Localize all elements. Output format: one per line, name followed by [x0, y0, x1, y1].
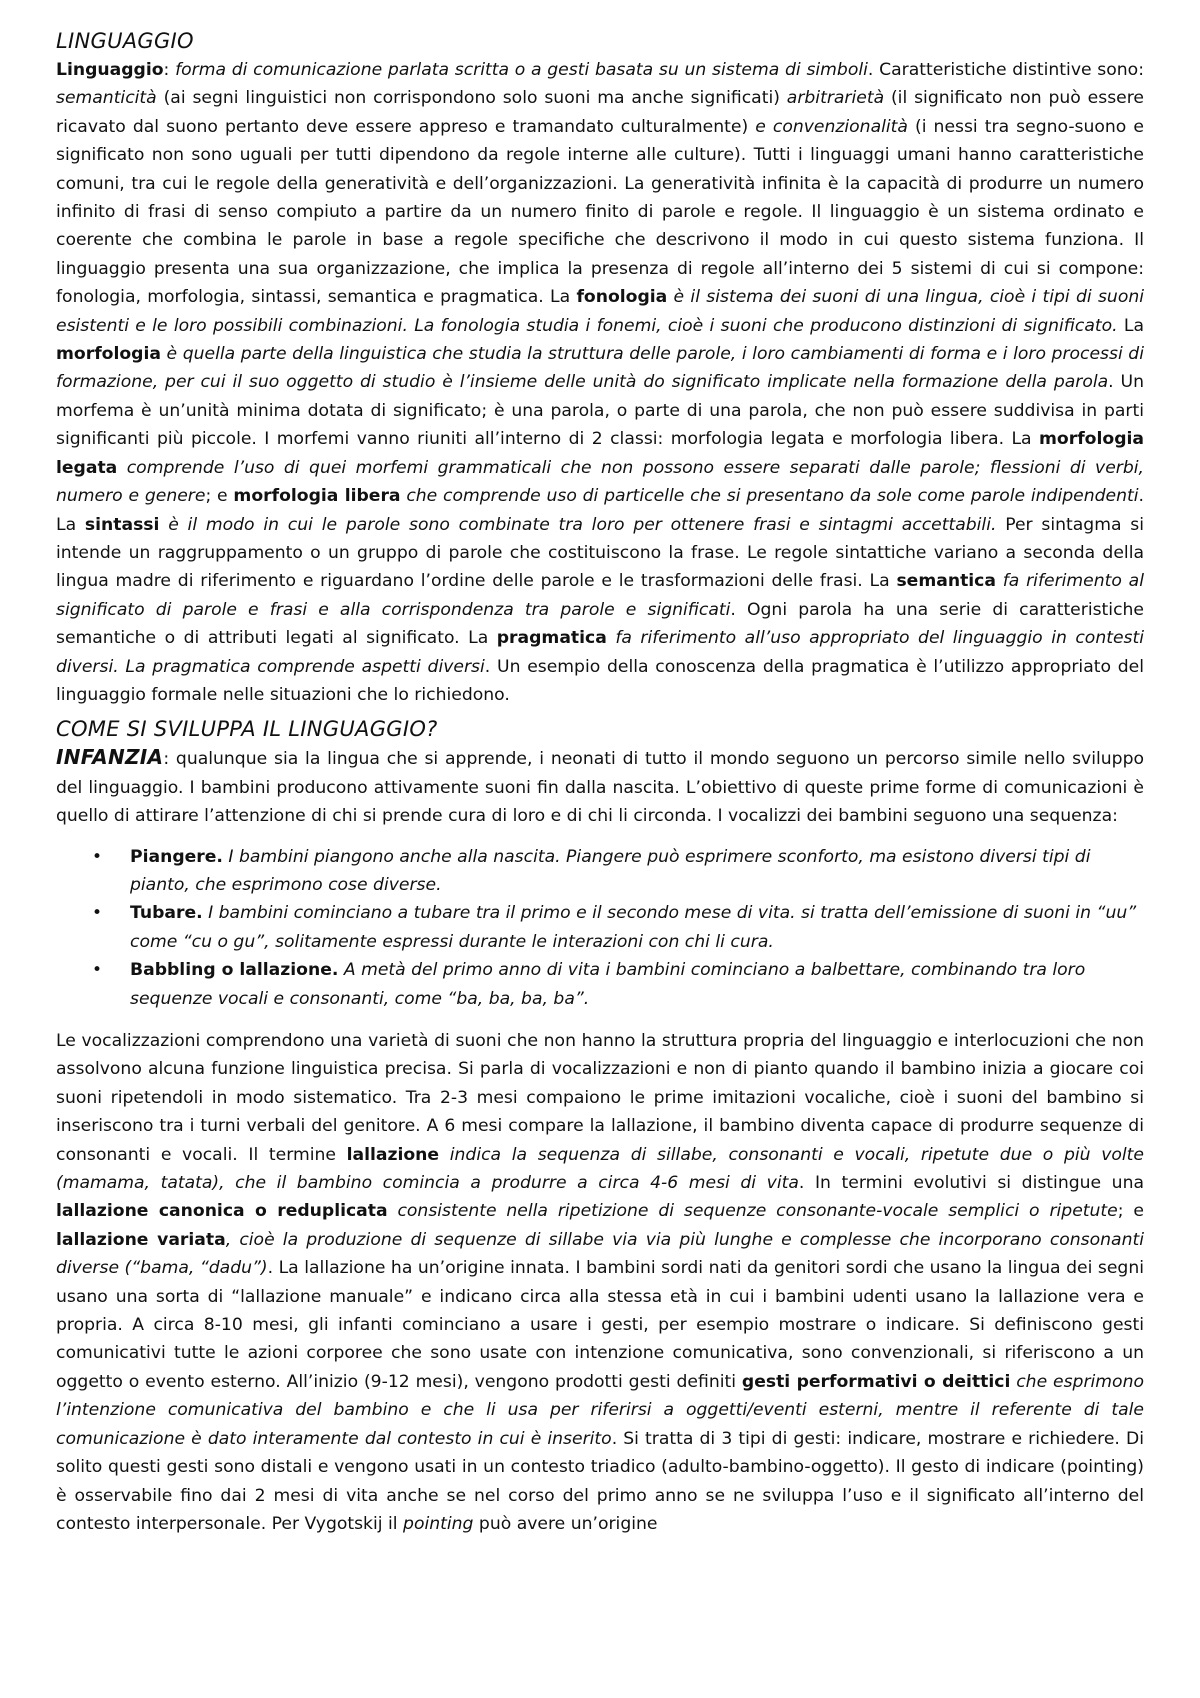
list-item [92, 843, 1144, 900]
text-run: . Caratteristiche distintive sono: [867, 60, 1144, 80]
text-run: (il significato non può essere ricavato dal suono pertanto deve essere appreso e tramandato culturalmente) [56, 88, 1144, 137]
italic-text-run: A metà del primo anno di vita i bambini cominciano a balbettare, combinando tra loro sequenze vocali e consonanti, come “ba, ba, ba, ba”. [130, 960, 1086, 1009]
italic-text-run: fa riferimento al significato di parole e frasi e alla corrispondenza tra parole e significati [56, 571, 1144, 620]
text-run: Per sintagma si intende un raggruppamento o un gruppo di parole che costituiscono la frase. Le regole sintattiche variano a seconda della lingua madre di riferimento e riguardano l’ordine delle parole e le trasformazioni delle frasi. La [56, 514, 1144, 592]
italic-text-run: fa riferimento all’uso appropriato del linguaggio in contesti diversi. La pragmatica comprende aspetti diversi [56, 628, 1144, 677]
bold-term: Piangere. [130, 846, 223, 867]
bold-term: semantica [896, 571, 996, 592]
italic-text-run: indica la sequenza di sillabe, consonanti e vocali, ripetute due o più volte (mamama, tatata), che il bambino comincia a produrre a circa 4-6 mesi di vita [56, 1144, 1144, 1194]
text-run: : [163, 60, 176, 80]
bold-term: Linguaggio [56, 60, 164, 80]
text-run: . Si tratta di 3 tipi di gesti: indicare, mostrare e richiedere. Di solito questi gesti sono distali e vengono usati in un contesto triadico (adulto-bambino-oggetto). Il gesto di indicare (pointing) è osservabile fino dai 2 mesi di vita anche se nel corso del primo anno se ne sviluppa l’uso e il significato all’interno del contesto interpersonale. Per Vygotskij il [56, 1428, 1144, 1534]
bold-term: Tubare. [130, 903, 203, 924]
italic-text-run: che comprende uso di particelle che si presentano da sole come parole indipendenti [400, 486, 1139, 507]
italic-text-run: consistente nella ripetizione di sequenze consonante-vocale semplici o ripetute [387, 1201, 1118, 1222]
italic-text-run: è quella parte della linguistica che studia la struttura delle parole, i loro cambiamenti di forma e i loro processi di formazione, per cui il suo oggetto di studio è l’insieme delle unità do significato implicate nella formazione della parola [56, 344, 1144, 393]
bullet-icon: • [92, 903, 103, 924]
italic-text-run: arbitrarietà [786, 88, 885, 109]
paragraph-infanzia [56, 743, 1144, 830]
bold-term: morfologia legata [56, 429, 1144, 478]
page-title: LINGUAGGIO [56, 29, 194, 53]
italic-text-run: comprende l’uso di quei morfemi grammaticali che non possono essere separati dalle parole; flessioni di verbi, numero e genere [56, 457, 1144, 507]
italic-text-run: che esprimono l’intenzione comunicativa del bambino e che li usa per riferirsi a oggetti/eventi esterni, mentre il referente di tale comunicazione è dato interamente dal contesto in cui è inserito [56, 1371, 1144, 1449]
text-run: Le vocalizzazioni comprendono una varietà di suoni che non hanno la struttura propria del linguaggio e interlocuzioni che non assolvono alcuna funzione linguistica precisa. Si parla di vocalizzazioni e non di pianto quando il bambino inizia a giocare coi suoni ripetendoli in modo sistematico. Tra 2-3 mesi compaiono le prime imitazioni vocaliche, cioè i suoni del bambino si inseriscono tra i turni verbali del genitore. A 6 mesi compare la lallazione, il bambino diventa capace di produrre sequenze di consonanti e vocali. Il termine [56, 1031, 1144, 1165]
bold-term: morfologia [56, 344, 161, 365]
section-heading-sviluppo: COME SI SVILUPPA IL LINGUAGGIO? [56, 717, 438, 742]
italic-text-run: semanticità [56, 88, 157, 109]
vocalization-bullet-list [56, 843, 1144, 1013]
text-run: La [1117, 315, 1144, 336]
text-run: ; e [1117, 1201, 1144, 1222]
italic-text-run: forma di comunicazione parlata scritta o a gesti basata su un sistema di simboli [175, 60, 868, 80]
paragraph-vocalizzazioni [56, 1027, 1144, 1538]
italic-text-run: I bambini piangono anche alla nascita. Piangere può esprimere sconforto, ma esistono diversi tipi di pianto, che esprimono cose diverse. [130, 846, 1091, 895]
italic-text-run: I bambini cominciano a tubare tra il primo e il secondo mese di vita. si tratta dell’emissione di suoni in “uu” come “cu o gu”, solitamente espressi durante le interazioni con chi li cura. [130, 903, 1137, 952]
bold-term: lallazione canonica o reduplicata [56, 1201, 388, 1222]
text-run: (i nessi tra segno-suono e significato non sono uguali per tutti dipendono da regole interne alle culture). Tutti i linguaggi umani hanno caratteristiche comuni, tra cui le regole della generatività e dell’organizzazioni. La generatività infinita è la capacità di produrre un numero infinito di frasi di senso compiuto a partire da un numero finito di parole e regole. Il linguaggio è un sistema ordinato e coerente che combina le parole in base a regole specifiche che descrivono il modo in cui questo sistema funziona. Il linguaggio presenta una sua organizzazione, che implica la presenza di regole all’interno dei 5 sistemi di cui si compone: fonologia, morfologia, sintassi, semantica e pragmatica. La [56, 116, 1144, 308]
italic-text-run: è il modo in cui le parole sono combinate tra loro per ottenere frasi e sintagmi accettabili. [159, 514, 997, 535]
bold-term: fonologia [576, 287, 668, 308]
text-run: . In termini evolutivi si distingue una [798, 1173, 1145, 1194]
bold-term: pragmatica [496, 628, 607, 649]
text-run: . La [56, 486, 1144, 535]
list-item [92, 956, 1144, 1013]
bold-term: gesti performativi o deittici [741, 1371, 1011, 1392]
italic-text-run: e convenzionalità [755, 116, 908, 137]
text-run: . Un morfema è un’unità minima dotata di significato; è una parola, o parte di una parola, che non può essere suddivisa in parti significanti più piccole. I morfemi vanno riuniti all’interno di 2 classi: morfologia legata e morfologia libera. La [56, 372, 1144, 450]
bold-term: lallazione variata [56, 1229, 226, 1250]
text-run: . Ogni parola ha una serie di caratteristiche semantiche o di attributi legati al significato. La [56, 599, 1144, 649]
bold-term: morfologia libera [233, 486, 401, 507]
italic-text-run: , cioè la produzione di sequenze di sillabe via via più lunghe e complesse che incorporano consonanti diverse (“bama, “dadu”) [56, 1229, 1144, 1279]
text-run: : qualunque sia la lingua che si apprende, i neonati di tutto il mondo seguono un percorso simile nello sviluppo del linguaggio. I bambini producono attivamente suoni fin dalla nascita. L’obiettivo di queste prime forme di comunicazioni è quello di attirare l’attenzione di chi si prende cura di loro e di chi li circonda. I vocalizzi dei bambini seguono una sequenza: [56, 749, 1144, 827]
bullet-icon: • [92, 846, 103, 867]
bold-term: lallazione [346, 1144, 440, 1165]
bold-term: Babbling o lallazione. [130, 960, 339, 981]
italic-text-run: è il sistema dei suoni di una lingua, cioè i tipi di suoni esistenti e le loro possibili combinazioni. La fonologia studia i fonemi, cioè i suoni che producono distinzioni di significato. [56, 287, 1144, 336]
text-run: . La lallazione ha un’origine innata. I bambini sordi nati da genitori sordi che usano la lingua dei segni usano una sorta di “lallazione manuale” e indicano circa alla stessa età in cui i bambini udenti usano la lallazione vera e propria. A circa 8-10 mesi, gli infanti cominciano a usare i gesti, per esempio mostrare o indicare. Si definiscono gesti comunicativi tutte le azioni corporee che sono usate con intenzione comunicativa, sono convenzionali, si riferiscono a un oggetto o evento esterno. All’inizio (9-12 mesi), vengono prodotti gesti definiti [56, 1258, 1144, 1392]
italic-text-run: pointing [403, 1513, 474, 1534]
text-run: (ai segni linguistici non corrispondono solo suoni ma anche significati) [156, 88, 787, 109]
list-item [92, 899, 1144, 956]
section-lead-label: INFANZIA [56, 745, 164, 770]
text-run: ; e [205, 486, 234, 507]
paragraph-linguaggio [56, 56, 1144, 709]
text-run: . Un esempio della conoscenza della pragmatica è l’utilizzo appropriato del linguaggio formale nelle situazioni che lo richiedono. [56, 656, 1144, 705]
bullet-icon: • [92, 960, 103, 981]
text-run: può avere un’origine [473, 1513, 658, 1534]
bold-term: sintassi [84, 514, 160, 535]
